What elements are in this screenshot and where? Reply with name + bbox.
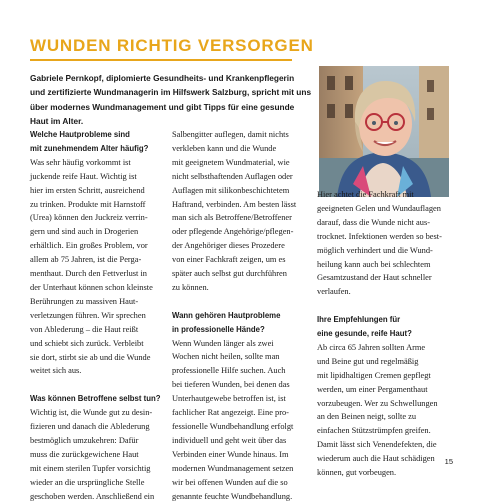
column-2	[172, 128, 307, 503]
column-1	[30, 128, 165, 503]
answer-text: Wenn Wunden länger als zwei Wochen nicht heilen, sollte man professionelle Hilfe suchen. Auch bei tieferen Wunden, bei denen das Unterhautgewebe betroffen ist, ist fachlicher Rat angezeigt. Eine pro- fessionelle Wundbehandlung erfolgt individuell und geht weit über das Verbinden einer Wunde hinaus. Im modernen Wundmanagement setzen wir bei offenen Wunden auf die so genannte feuchte Wundbehandlung.	[172, 338, 294, 501]
title-underline	[30, 59, 292, 61]
article-title: WUNDEN RICHTIG VERSORGEN	[30, 36, 314, 55]
answer-text: Was sehr häufig vorkommt ist juckende reife Haut. Wichtig ist hier im ersten Schritt, ausreichend zu trinken. Produkte mit Harnstoff (Urea) können den Juckreiz verrin- gern und sind auch in Drogerien erhältlich. Ein großes Problem, vor allem ab 75 Jahren, ist die Perga- menthaut. Durch den Fettverlust in der Unterhaut können schon kleinste Berührungen zu massiven Haut- verletzungen führen. Wir sprechen von Ablederung – die Haut reißt und schiebt sich zurück. Verbleibt sie dort, stirbt sie ab und die Wunde weitet sich aus.	[30, 157, 153, 376]
question-heading: Was können Betroffene selbst tun?	[30, 394, 161, 404]
portrait-photo	[319, 66, 449, 197]
paragraph-gap	[172, 295, 307, 309]
column-3	[317, 188, 452, 480]
answer-text: Wichtig ist, die Wunde gut zu desin- fizieren und danach die Ablederung bestmöglich umzukehren: Dafür muss die zurückgewichene Haut mit einem sterilen Tupfer vorsichtig wieder an die ursprüngliche Stelle geschoben werden. Anschließend ein	[30, 408, 155, 501]
answer-text: Hier achtet die Fachkraft mit geeigneten Gelen und Wundauflagen darauf, dass die Wunde nicht aus- trocknet. Infektionen werden so best- möglich verhindert und die Wund- heilung kann auch bei schlechtem Gesamtzustand der Haut schneller verlaufen.	[317, 190, 442, 297]
answer-text: Salbengitter auflegen, damit nichts verkleben kann und die Wunde mit geeignetem Wundmaterial, wie nicht selbsthaftenden Auflagen oder Auflagen mit silikonbeschichtetem Haftrand, verbinden. Am besten lässt man sich als Betroffene/Betroffener oder pflegende Angehörige/pflegen- der Angehöriger dieses Prozedere von einer Fachkraft zeigen, um es später auch selbst gut durchführen zu können.	[172, 130, 297, 292]
paragraph-gap	[30, 378, 165, 392]
article-intro: Gabriele Pernkopf, diplomierte Gesundheits- und Krankenpflegerin und zertifizierte Wundmanagerin im Hilfswerk Salzburg, spricht mit uns über modernes Wundmanagement und gibt Tipps für eine gesunde Haut im Alter.	[30, 73, 312, 127]
answer-text: Ab circa 65 Jahren sollten Arme und Beine gut und regelmäßig mit lipidhaltigen Cremen gepflegt werden, um einer Pergamenthaut vorzubeugen. Wer zu Schwellungen an den Beinen neigt, sollte zu einfachen Stützstrümpfen greifen. Damit lässt sich Venendefekten, die wiederum auch die Haut schädigen können, gut vorbeugen.	[317, 342, 438, 478]
paragraph-gap	[317, 299, 452, 313]
question-heading: Ihre Empfehlungen für eine gesunde, reife Haut?	[317, 315, 412, 339]
question-heading: Welche Hautprobleme sind mit zunehmendem Alter häufig?	[30, 130, 149, 153]
page-number: 15	[444, 457, 453, 466]
question-heading: Wann gehören Hautprobleme in professionelle Hände?	[172, 310, 281, 334]
